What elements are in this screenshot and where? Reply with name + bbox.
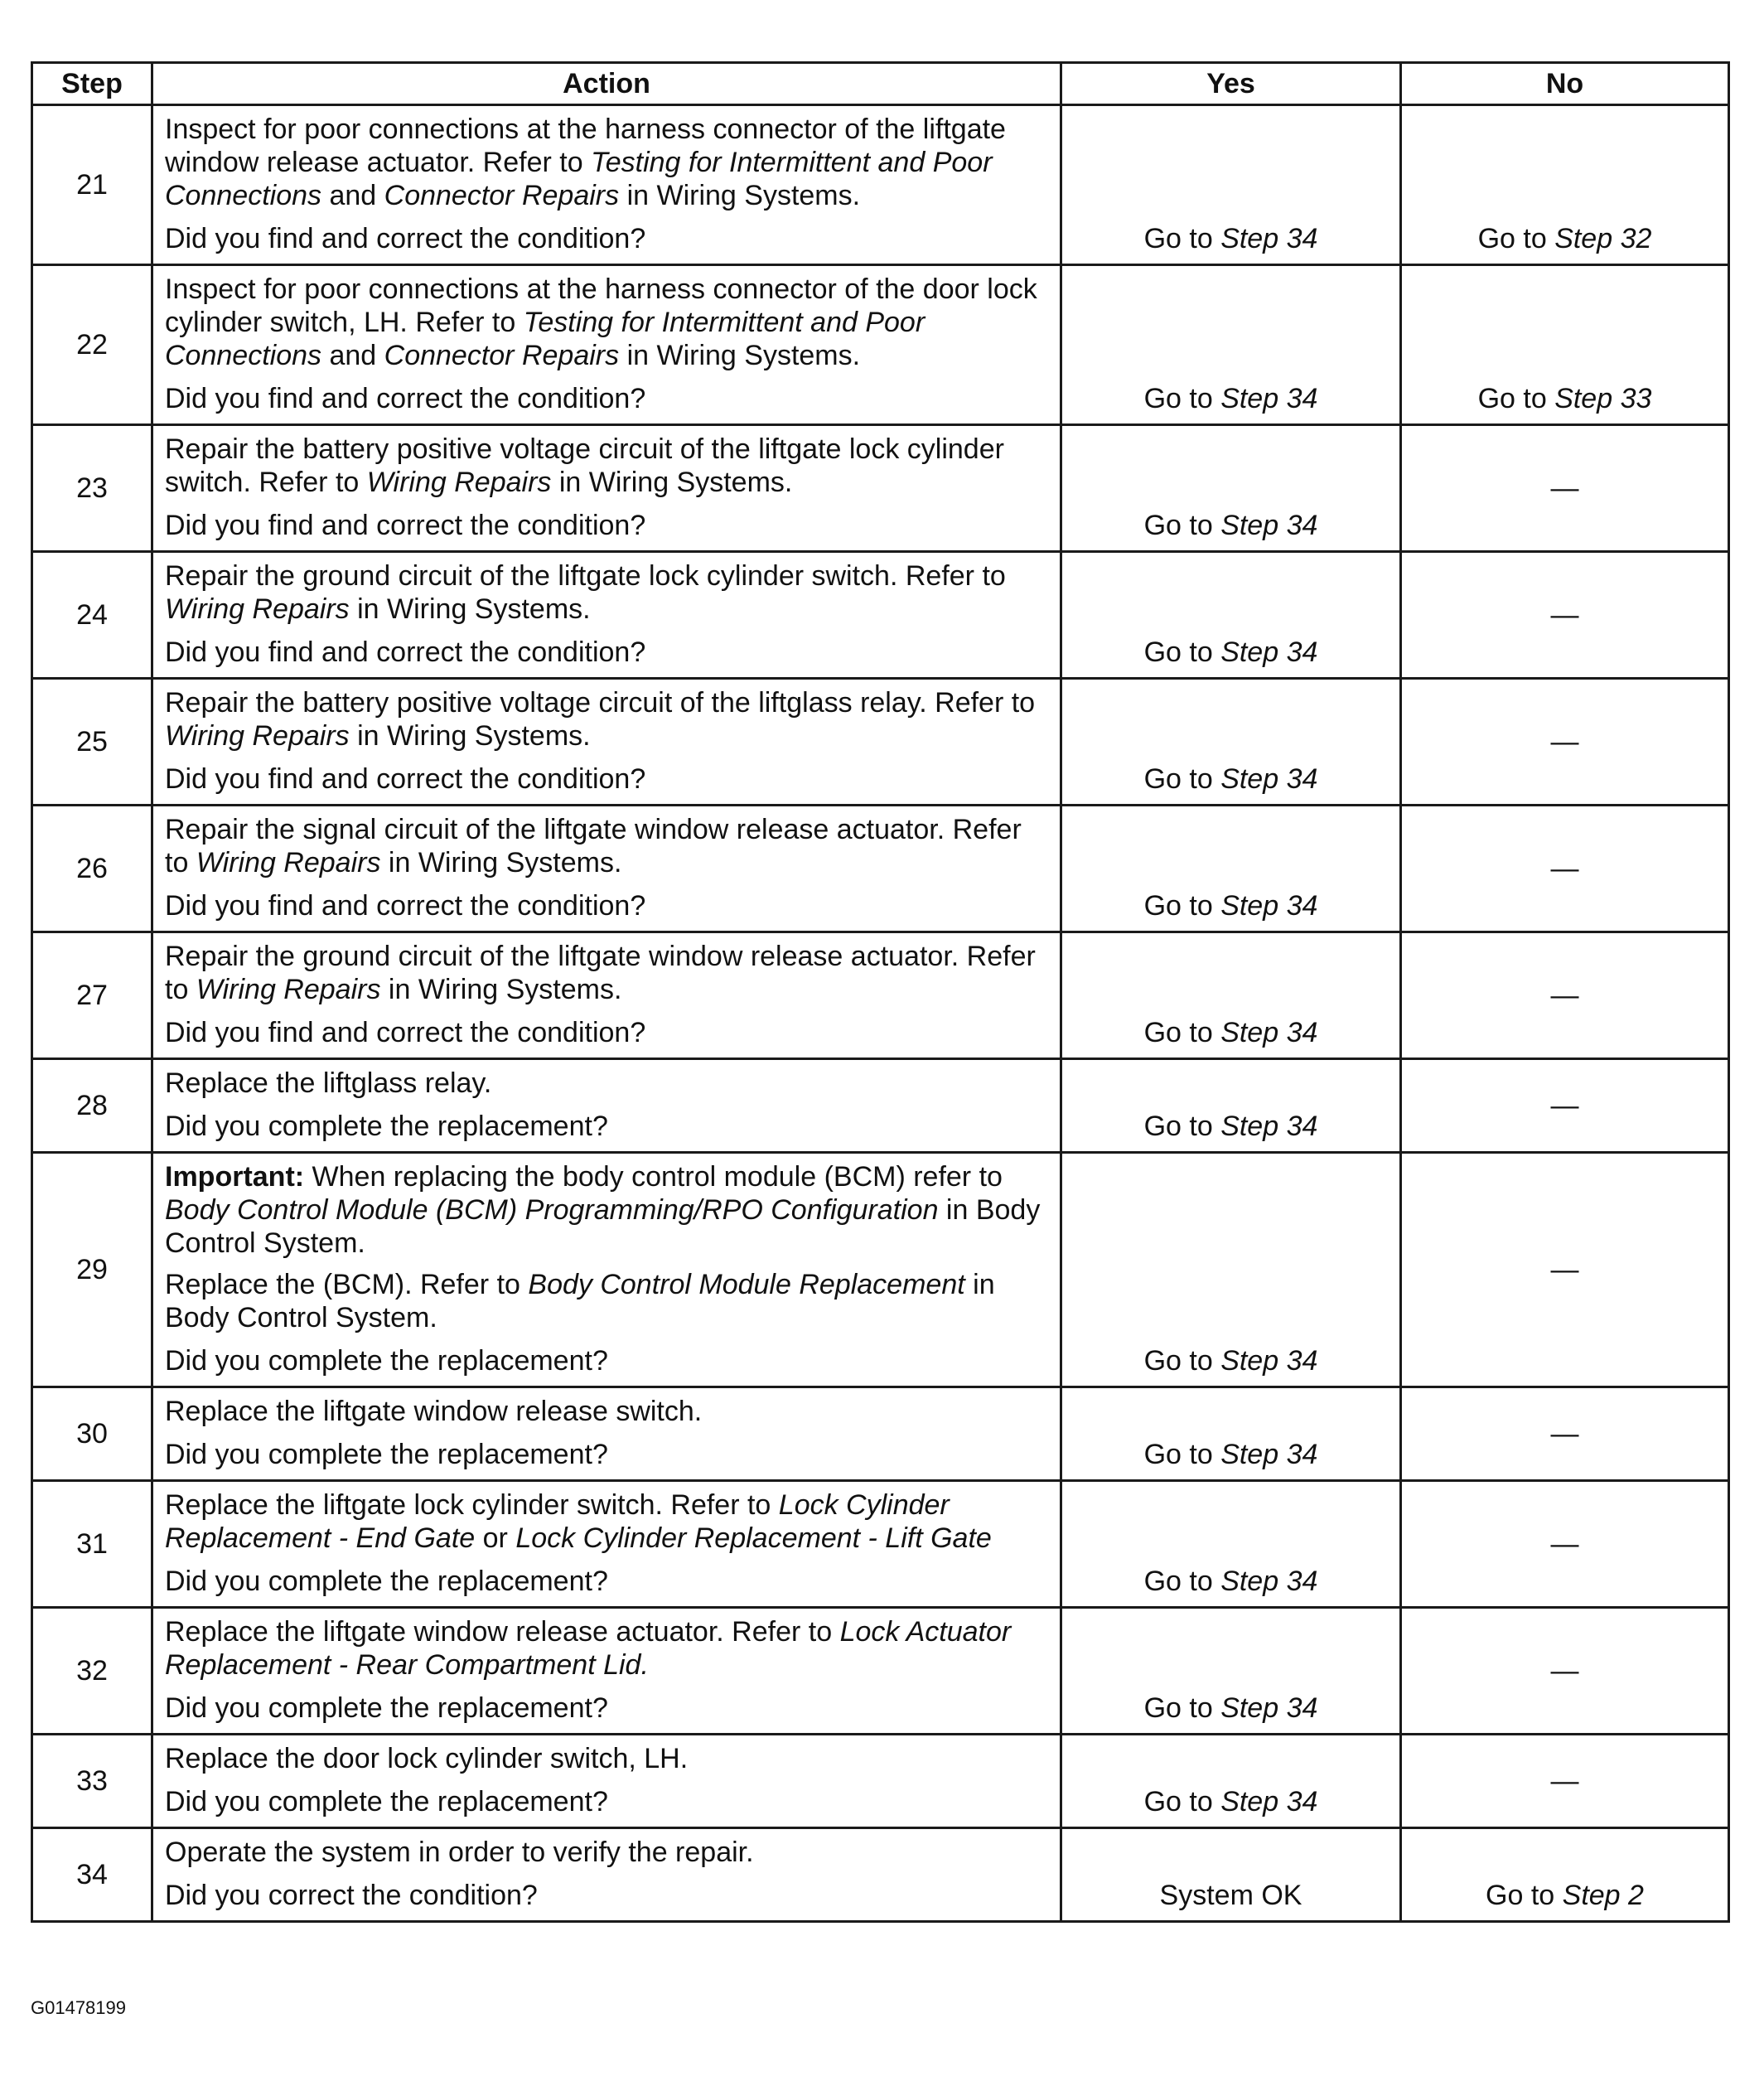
step-number: 27	[32, 932, 152, 1059]
table-row	[32, 1828, 1729, 1922]
table-row	[32, 1608, 1729, 1735]
yes-result	[1061, 1828, 1401, 1922]
text-run: Go to	[1477, 223, 1555, 254]
text-run: Testing for Intermittent and Poor Connections	[165, 307, 925, 371]
text-run: Lock Cylinder Replacement - Lift Gate	[515, 1522, 992, 1554]
action-question: Did you find and correct the condition?	[165, 636, 646, 668]
yes-result	[1061, 105, 1401, 265]
table-row	[32, 265, 1729, 425]
text-run: Step 34	[1220, 510, 1318, 541]
table-row	[32, 105, 1729, 265]
text-run: Step 34	[1220, 1345, 1318, 1377]
table-row	[32, 1735, 1729, 1828]
text-run: Go to	[1143, 383, 1221, 414]
text-run: in Body Control System.	[165, 1269, 995, 1333]
action-question: Did you complete the replacement?	[165, 1566, 608, 1597]
text-run: in Wiring Systems.	[619, 340, 861, 371]
text-run: in Wiring Systems.	[349, 720, 591, 752]
text-run: —	[1550, 1654, 1579, 1687]
text-run: Repair the ground circuit of the liftgate lock cylinder switch. Refer to	[165, 560, 1006, 592]
text-run: in Wiring Systems.	[380, 974, 622, 1005]
step-number: 32	[32, 1608, 152, 1735]
action-text	[165, 686, 1048, 753]
yes-result	[1061, 1387, 1401, 1481]
action-text	[165, 1160, 1048, 1260]
figure-id: G01478199	[31, 1997, 126, 2018]
text-run: Go to	[1143, 223, 1221, 254]
text-run: When replacing the body control module (BCM) refer to	[304, 1161, 1003, 1193]
action-question: Did you complete the replacement?	[165, 1786, 608, 1817]
table-row	[32, 1059, 1729, 1153]
action-text	[165, 1067, 1048, 1100]
text-run: System OK	[1159, 1880, 1302, 1911]
text-run: Go to	[1143, 1017, 1221, 1048]
text-run: Connector Repairs	[384, 180, 620, 211]
diagnostic-table-container	[31, 61, 1728, 1923]
text-run: Wiring Repairs	[196, 974, 381, 1005]
no-result	[1401, 1608, 1729, 1735]
text-run: Go to	[1143, 1692, 1221, 1724]
action-question: Did you correct the condition?	[165, 1880, 538, 1911]
no-result	[1401, 552, 1729, 679]
text-run: Operate the system in order to verify the repair.	[165, 1837, 754, 1868]
diagnostic-table	[31, 61, 1730, 1923]
table-row	[32, 1153, 1729, 1387]
text-run: —	[1550, 1527, 1579, 1560]
no-result	[1401, 1059, 1729, 1153]
action-question: Did you complete the replacement?	[165, 1692, 608, 1724]
header-no: No	[1401, 63, 1729, 105]
no-result	[1401, 105, 1729, 265]
text-run: Step 34	[1220, 763, 1318, 795]
action-cell	[152, 1153, 1061, 1387]
text-run: Replace the door lock cylinder switch, LH.	[165, 1743, 689, 1774]
yes-result	[1061, 1153, 1401, 1387]
header-step: Step	[32, 63, 152, 105]
text-run: Important:	[165, 1161, 305, 1193]
text-run: Repair the ground circuit of the liftgate window release actuator. Refer to	[165, 941, 1036, 1005]
action-question: Did you complete the replacement?	[165, 1439, 608, 1470]
action-text	[165, 1615, 1048, 1682]
table-row	[32, 1481, 1729, 1608]
step-number: 30	[32, 1387, 152, 1481]
text-run: Step 32	[1554, 223, 1652, 254]
step-number: 24	[32, 552, 152, 679]
text-run: Go to	[1143, 890, 1221, 922]
text-run: —	[1550, 852, 1579, 884]
table-row	[32, 1387, 1729, 1481]
text-run: in Wiring Systems.	[349, 593, 591, 625]
yes-result	[1061, 425, 1401, 552]
text-run: Connector Repairs	[384, 340, 620, 371]
text-run: Step 34	[1220, 1439, 1318, 1470]
action-text	[165, 1836, 1048, 1869]
action-cell	[152, 552, 1061, 679]
text-run: —	[1550, 1089, 1579, 1121]
no-result	[1401, 1153, 1729, 1387]
action-cell	[152, 425, 1061, 552]
action-text	[165, 940, 1048, 1006]
text-run: Step 2	[1562, 1880, 1644, 1911]
text-run: Replace the liftgate window release actuator. Refer to	[165, 1616, 840, 1648]
action-cell	[152, 1608, 1061, 1735]
text-run: Wiring Repairs	[366, 467, 552, 498]
text-run: Replace the liftgate lock cylinder switch. Refer to	[165, 1489, 779, 1521]
action-question: Did you complete the replacement?	[165, 1345, 608, 1377]
step-number: 29	[32, 1153, 152, 1387]
table-row	[32, 552, 1729, 679]
action-text	[165, 1488, 1048, 1555]
action-text	[165, 813, 1048, 879]
action-cell	[152, 1828, 1061, 1922]
header-yes: Yes	[1061, 63, 1401, 105]
action-question: Did you find and correct the condition?	[165, 383, 646, 414]
text-run: Step 34	[1220, 1017, 1318, 1048]
text-run: Repair the battery positive voltage circuit of the liftglass relay. Refer to	[165, 687, 1036, 719]
action-cell	[152, 1735, 1061, 1828]
action-text	[165, 273, 1048, 372]
yes-result	[1061, 1735, 1401, 1828]
no-result	[1401, 806, 1729, 932]
action-text	[165, 113, 1048, 212]
text-run: Step 34	[1220, 1566, 1318, 1597]
no-result	[1401, 679, 1729, 806]
text-run: —	[1550, 1253, 1579, 1285]
text-run: —	[1550, 472, 1579, 504]
action-text	[165, 1742, 1048, 1775]
action-question: Did you find and correct the condition?	[165, 223, 646, 254]
text-run: Inspect for poor connections at the harness connector of the liftgate window release actuator. Refer to	[165, 114, 1006, 178]
step-number: 25	[32, 679, 152, 806]
text-run: Step 34	[1220, 223, 1318, 254]
text-run: Go to	[1143, 1345, 1221, 1377]
table-row	[32, 679, 1729, 806]
step-number: 22	[32, 265, 152, 425]
yes-result	[1061, 806, 1401, 932]
text-run: Step 34	[1220, 1111, 1318, 1142]
text-run: Wiring Repairs	[196, 847, 381, 878]
text-run: Go to	[1143, 636, 1221, 668]
text-run: Body Control Module (BCM) Programming/RPO Configuration	[165, 1194, 939, 1226]
no-result	[1401, 265, 1729, 425]
text-run: Testing for Intermittent and Poor Connections	[165, 147, 993, 211]
text-run: Lock Cylinder Replacement - End Gate	[165, 1489, 950, 1554]
text-run: Go to	[1486, 1880, 1563, 1911]
text-run: —	[1550, 725, 1579, 757]
text-run: or	[475, 1522, 516, 1554]
text-run: Go to	[1143, 1786, 1221, 1817]
text-run: Repair the battery positive voltage circuit of the liftgate lock cylinder switch. Refer to	[165, 433, 1004, 498]
action-cell	[152, 932, 1061, 1059]
yes-result	[1061, 265, 1401, 425]
text-run: Go to	[1143, 1566, 1221, 1597]
step-number: 23	[32, 425, 152, 552]
yes-result	[1061, 679, 1401, 806]
action-cell	[152, 265, 1061, 425]
text-run: Lock Actuator Replacement - Rear Compartment Lid.	[165, 1616, 1012, 1681]
no-result	[1401, 1828, 1729, 1922]
yes-result	[1061, 932, 1401, 1059]
action-question: Did you find and correct the condition?	[165, 1017, 646, 1048]
text-run: in Wiring Systems.	[551, 467, 793, 498]
text-run: Step 34	[1220, 1786, 1318, 1817]
action-text	[165, 559, 1048, 626]
text-run: Step 34	[1220, 890, 1318, 922]
text-run: Go to	[1143, 510, 1221, 541]
text-run: Wiring Repairs	[165, 593, 350, 625]
text-run: in Body Control System.	[165, 1194, 1041, 1259]
text-run: —	[1550, 598, 1579, 631]
text-run: and	[321, 180, 384, 211]
action-cell	[152, 1387, 1061, 1481]
step-number: 33	[32, 1735, 152, 1828]
step-number: 21	[32, 105, 152, 265]
table-row	[32, 806, 1729, 932]
no-result	[1401, 425, 1729, 552]
text-run: Step 33	[1554, 383, 1652, 414]
no-result	[1401, 932, 1729, 1059]
text-run: —	[1550, 1417, 1579, 1450]
action-question: Did you complete the replacement?	[165, 1111, 608, 1142]
action-cell	[152, 105, 1061, 265]
action-cell	[152, 1481, 1061, 1608]
text-run: Repair the signal circuit of the liftgate window release actuator. Refer to	[165, 814, 1022, 878]
text-run: Go to	[1143, 1111, 1221, 1142]
yes-result	[1061, 552, 1401, 679]
action-cell	[152, 679, 1061, 806]
action-text-secondary	[165, 1268, 1048, 1334]
text-run: —	[1550, 1764, 1579, 1797]
text-run: Step 34	[1220, 636, 1318, 668]
table-row	[32, 425, 1729, 552]
table-row	[32, 932, 1729, 1059]
yes-result	[1061, 1059, 1401, 1153]
text-run: Step 34	[1220, 1692, 1318, 1724]
step-number: 34	[32, 1828, 152, 1922]
text-run: Replace the liftglass relay.	[165, 1067, 492, 1099]
text-run: Inspect for poor connections at the harness connector of the door lock cylinder switch, LH. Refer to	[165, 273, 1037, 338]
step-number: 28	[32, 1059, 152, 1153]
text-run: Go to	[1477, 383, 1555, 414]
header-action: Action	[152, 63, 1061, 105]
action-cell	[152, 1059, 1061, 1153]
action-question: Did you find and correct the condition?	[165, 763, 646, 795]
yes-result	[1061, 1481, 1401, 1608]
text-run: and	[321, 340, 384, 371]
action-text	[165, 1395, 1048, 1428]
text-run: Go to	[1143, 763, 1221, 795]
no-result	[1401, 1481, 1729, 1608]
action-question: Did you find and correct the condition?	[165, 890, 646, 922]
text-run: in Wiring Systems.	[380, 847, 622, 878]
text-run: Go to	[1143, 1439, 1221, 1470]
text-run: —	[1550, 979, 1579, 1011]
text-run: Body Control Module Replacement	[528, 1269, 965, 1300]
action-cell	[152, 806, 1061, 932]
text-run: Wiring Repairs	[165, 720, 350, 752]
no-result	[1401, 1735, 1729, 1828]
yes-result	[1061, 1608, 1401, 1735]
action-text	[165, 433, 1048, 499]
text-run: in Wiring Systems.	[619, 180, 861, 211]
step-number: 26	[32, 806, 152, 932]
text-run: Replace the liftgate window release switch.	[165, 1396, 703, 1427]
no-result	[1401, 1387, 1729, 1481]
table-body	[32, 105, 1729, 1922]
text-run: Replace the (BCM). Refer to	[165, 1269, 529, 1300]
header-row	[32, 63, 1729, 105]
action-question: Did you find and correct the condition?	[165, 510, 646, 541]
step-number: 31	[32, 1481, 152, 1608]
text-run: Step 34	[1220, 383, 1318, 414]
